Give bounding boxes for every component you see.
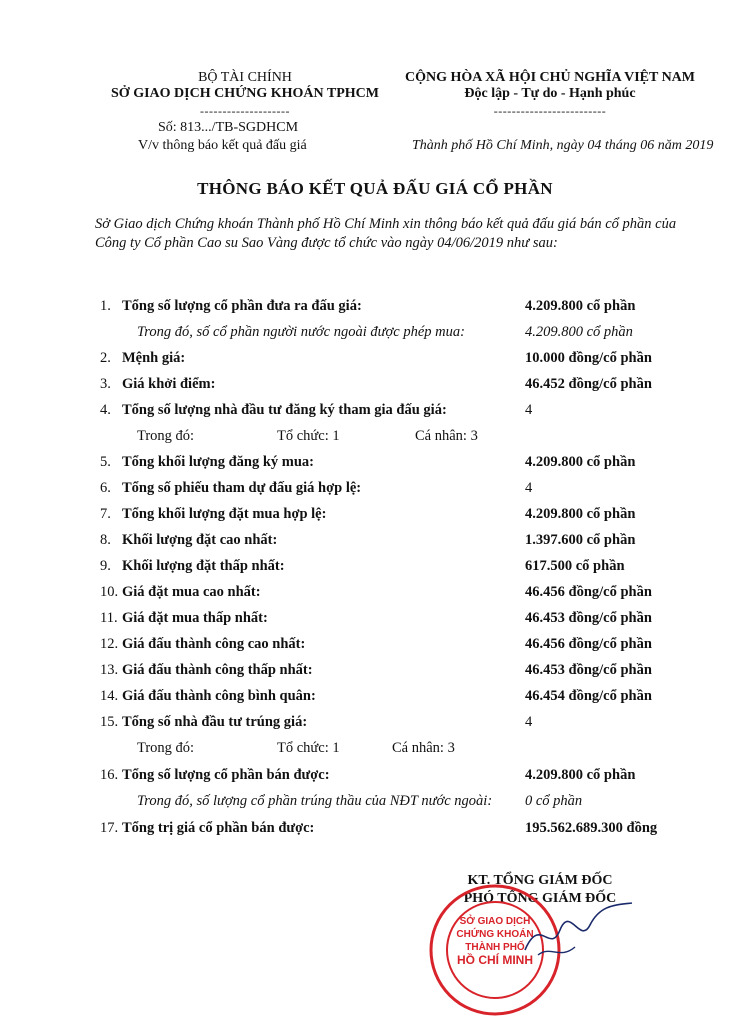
row-label: Giá đấu thành công thấp nhất: [122, 662, 313, 678]
place-date: Thành phố Hồ Chí Minh, ngày 04 tháng 06 năm 2019 [412, 138, 714, 153]
row-value: 4 [525, 480, 533, 496]
result-row-1 [0, 298, 750, 324]
result-row-9 [0, 558, 750, 584]
row-value: 4.209.800 cổ phần [525, 454, 636, 470]
right-divider: ------------------------- [493, 104, 607, 118]
result-row-4-split [0, 428, 750, 454]
split-label: Trong đó: [137, 428, 195, 444]
row-label: Khối lượng đặt cao nhất: [122, 532, 278, 548]
row-value: 1.397.600 cổ phần [525, 532, 636, 548]
row-label: Tổng trị giá cổ phần bán được: [122, 820, 315, 836]
intro-line-2: Công ty Cổ phần Cao su Sao Vàng được tổ chức vào ngày 04/06/2019 như sau: [95, 235, 558, 251]
row-number: 10. [100, 584, 119, 600]
row-value: 46.456 đồng/cổ phần [525, 636, 652, 652]
row-number: 6. [100, 480, 111, 496]
row-label: Giá đấu thành công bình quân: [122, 688, 316, 704]
row-label: Mệnh giá: [122, 350, 186, 366]
row-number: 1. [100, 298, 111, 314]
row-label: Tổng số lượng cổ phần bán được: [122, 767, 330, 783]
row-number: 11. [100, 610, 118, 626]
row-number: 16. [100, 767, 119, 783]
row-label: Tổng số phiếu tham dự đấu giá hợp lệ: [122, 480, 362, 496]
row-label: Giá đặt mua cao nhất: [122, 584, 261, 600]
row-label: Tổng khối lượng đặt mua hợp lệ: [122, 506, 327, 522]
row-number: 8. [100, 532, 111, 548]
row-value: 4.209.800 cổ phần [525, 298, 636, 314]
result-row-3 [0, 376, 750, 402]
handwritten-signature [520, 895, 640, 965]
result-row-14 [0, 688, 750, 714]
row-value: 46.452 đồng/cổ phần [525, 376, 652, 392]
row-number: 3. [100, 376, 111, 392]
row-number: 9. [100, 558, 111, 574]
result-row-12 [0, 636, 750, 662]
row-number: 13. [100, 662, 119, 678]
result-row-15 [0, 714, 750, 740]
result-row-16 [0, 767, 750, 793]
row-value: 46.453 đồng/cổ phần [525, 610, 652, 626]
row-number: 15. [100, 714, 119, 730]
row-label: Giá đấu thành công cao nhất: [122, 636, 306, 652]
row-number: 12. [100, 636, 119, 652]
row-value: 0 cổ phần [525, 793, 583, 809]
national-motto: Độc lập - Tự do - Hạnh phúc [464, 86, 636, 101]
row-value: 46.454 đồng/cổ phần [525, 688, 652, 704]
seal-line-2: CHỨNG KHOÁN [456, 929, 534, 940]
intro-line-1: Sở Giao dịch Chứng khoán Thành phố Hồ Chí Minh xin thông báo kết quả đấu giá bán cổ phần của [95, 216, 677, 232]
result-row-4 [0, 402, 750, 428]
split-individual: Cá nhân: 3 [392, 740, 455, 756]
document-subject: V/v thông báo kết quả đấu giá [138, 138, 307, 153]
row-value: 4 [525, 714, 533, 730]
row-value: 617.500 cổ phần [525, 558, 625, 574]
result-row-7 [0, 506, 750, 532]
row-number: 14. [100, 688, 119, 704]
result-row-11 [0, 610, 750, 636]
result-row-16-foreign [0, 793, 750, 819]
row-value: 195.562.689.300 đồng [525, 820, 658, 836]
result-row-2 [0, 350, 750, 376]
result-row-15-split [0, 740, 750, 766]
row-number: 4. [100, 402, 111, 418]
split-organization: Tổ chức: 1 [277, 740, 340, 756]
result-row-8 [0, 532, 750, 558]
row-label: Tổng khối lượng đăng ký mua: [122, 454, 315, 470]
result-row-10 [0, 584, 750, 610]
result-row-5 [0, 454, 750, 480]
seal-line-3: THÀNH PHỐ [465, 942, 525, 953]
seal-line-1: SỞ GIAO DỊCH [459, 916, 531, 927]
split-organization: Tổ chức: 1 [277, 428, 340, 444]
row-value: 4 [525, 402, 533, 418]
seal-line-4: HỒ CHÍ MINH [457, 953, 533, 967]
split-label: Trong đó: [137, 740, 195, 756]
row-label: Tổng số lượng nhà đầu tư đăng ký tham gia đấu giá: [122, 402, 447, 418]
page-title: THÔNG BÁO KẾT QUẢ ĐẤU GIÁ CỔ PHẦN [197, 179, 553, 198]
row-value: 10.000 đồng/cổ phần [525, 350, 652, 366]
row-number: 2. [100, 350, 111, 366]
result-row-17 [0, 820, 750, 846]
left-divider: -------------------- [200, 104, 290, 118]
result-row-13 [0, 662, 750, 688]
row-value: 4.209.800 cổ phần [525, 324, 633, 340]
row-value: 4.209.800 cổ phần [525, 506, 636, 522]
row-label: Giá đặt mua thấp nhất: [122, 610, 268, 626]
republic-name: CỘNG HÒA XÃ HỘI CHỦ NGHĨA VIỆT NAM [404, 70, 695, 85]
row-number: 5. [100, 454, 111, 470]
split-individual: Cá nhân: 3 [415, 428, 478, 444]
row-number: 17. [100, 820, 119, 836]
row-number: 7. [100, 506, 111, 522]
row-label: Tổng số lượng cổ phần đưa ra đấu giá: [122, 298, 362, 314]
exchange-name: SỞ GIAO DỊCH CHỨNG KHOÁN TPHCM [111, 86, 379, 101]
signature-title-2: PHÓ TỔNG GIÁM ĐỐC [463, 891, 617, 906]
signature-title-1: KT. TỔNG GIÁM ĐỐC [467, 873, 613, 888]
ministry-name: BỘ TÀI CHÍNH [198, 70, 292, 85]
row-label: Trong đó, số lượng cổ phần trúng thầu của NĐT nước ngoài: [137, 793, 493, 809]
row-value: 4.209.800 cổ phần [525, 767, 636, 783]
document-number: Số: 813.../TB-SGDHCM [158, 120, 299, 135]
result-row-6 [0, 480, 750, 506]
result-row-1-foreign [0, 324, 750, 350]
row-label: Trong đó, số cổ phần người nước ngoài được phép mua: [137, 324, 465, 340]
row-label: Tổng số nhà đầu tư trúng giá: [122, 714, 308, 730]
row-label: Giá khởi điểm: [122, 376, 216, 392]
row-label: Khối lượng đặt thấp nhất: [122, 558, 285, 574]
row-value: 46.453 đồng/cổ phần [525, 662, 652, 678]
row-value: 46.456 đồng/cổ phần [525, 584, 652, 600]
